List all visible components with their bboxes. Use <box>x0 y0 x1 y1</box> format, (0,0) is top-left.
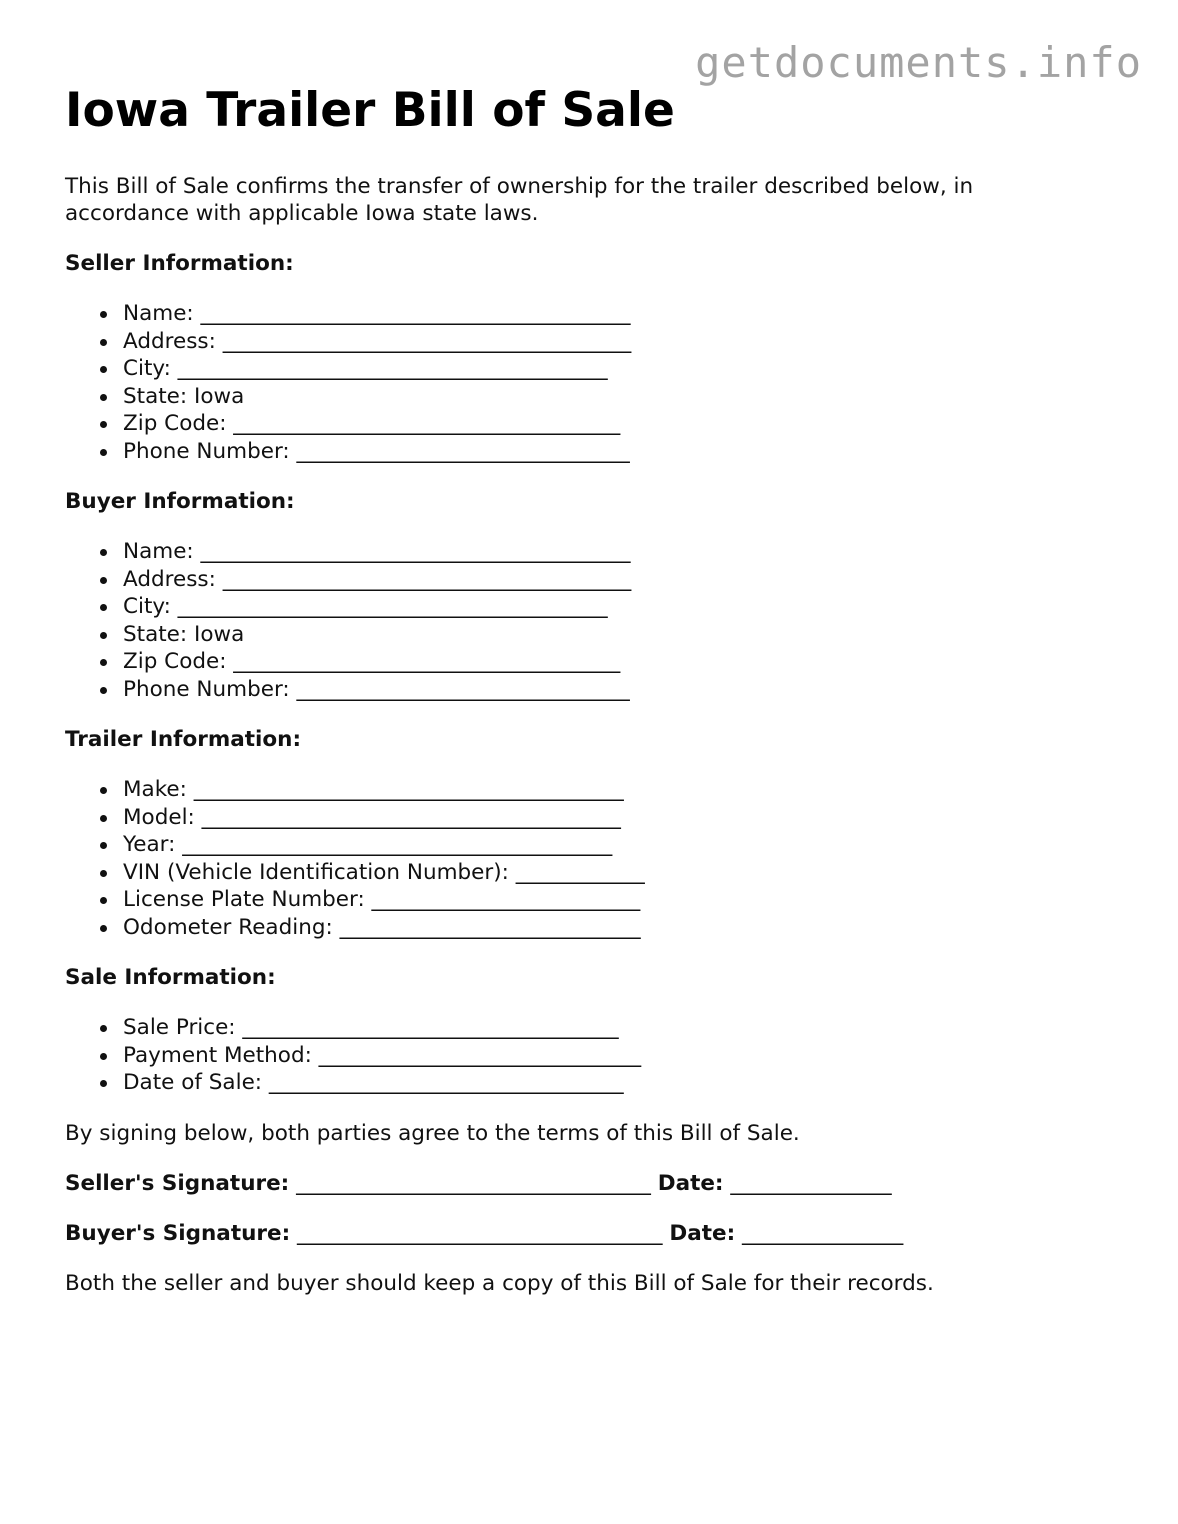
intro-paragraph <box>65 173 1125 227</box>
buyer-zip-field[interactable]: Zip Code: ____________________________________ <box>123 648 1125 676</box>
seller-heading: Seller Information: <box>65 251 294 276</box>
seller-state-field: State: Iowa <box>123 383 1125 411</box>
sale-price-field[interactable]: Sale Price: ___________________________________ <box>123 1014 1125 1042</box>
document-page <box>65 82 1125 1297</box>
intro-line-2: accordance with applicable Iowa state laws. <box>65 201 539 226</box>
seller-name-field[interactable]: Name: ________________________________________ <box>123 300 1125 328</box>
payment-method-field[interactable]: Payment Method: ______________________________ <box>123 1042 1125 1070</box>
trailer-vin-field[interactable]: VIN (Vehicle Identification Number): ____________ <box>123 859 1125 887</box>
seller-phone-field[interactable]: Phone Number: _______________________________ <box>123 438 1125 466</box>
trailer-odometer-field[interactable]: Odometer Reading: ____________________________ <box>123 914 1125 942</box>
buyer-fields <box>65 538 1125 703</box>
buyer-signature-row <box>65 1220 1125 1247</box>
buyer-signature-field[interactable]: __________________________________ <box>297 1220 663 1246</box>
trailer-model-field[interactable]: Model: _______________________________________ <box>123 804 1125 832</box>
seller-zip-field[interactable]: Zip Code: ____________________________________ <box>123 410 1125 438</box>
seller-signature-field[interactable]: _________________________________ <box>296 1170 651 1196</box>
seller-date-label: Date: <box>657 1170 724 1196</box>
buyer-name-field[interactable]: Name: ________________________________________ <box>123 538 1125 566</box>
sale-fields <box>65 1014 1125 1097</box>
buyer-date-label: Date: <box>669 1220 736 1246</box>
seller-date-field[interactable]: _______________ <box>730 1170 892 1196</box>
page-title: Iowa Trailer Bill of Sale <box>65 83 675 138</box>
seller-fields <box>65 300 1125 465</box>
seller-city-field[interactable]: City: ________________________________________ <box>123 355 1125 383</box>
watermark: getdocuments.info <box>695 38 1142 87</box>
seller-address-field[interactable]: Address: ______________________________________ <box>123 328 1125 356</box>
seller-signature-label: Seller's Signature: <box>65 1170 290 1196</box>
buyer-signature-label: Buyer's Signature: <box>65 1220 291 1246</box>
trailer-fields <box>65 776 1125 941</box>
agreement-text: By signing below, both parties agree to the terms of this Bill of Sale. <box>65 1120 800 1146</box>
trailer-year-field[interactable]: Year: ________________________________________ <box>123 831 1125 859</box>
closing-text: Both the seller and buyer should keep a copy of this Bill of Sale for their records. <box>65 1270 934 1296</box>
sale-heading: Sale Information: <box>65 965 276 990</box>
buyer-date-field[interactable]: _______________ <box>742 1220 904 1246</box>
trailer-plate-field[interactable]: License Plate Number: _________________________ <box>123 886 1125 914</box>
date-of-sale-field[interactable]: Date of Sale: _________________________________ <box>123 1069 1125 1097</box>
buyer-city-field[interactable]: City: ________________________________________ <box>123 593 1125 621</box>
trailer-heading: Trailer Information: <box>65 727 302 752</box>
buyer-heading: Buyer Information: <box>65 489 295 514</box>
seller-signature-row <box>65 1170 1125 1197</box>
buyer-address-field[interactable]: Address: ______________________________________ <box>123 566 1125 594</box>
trailer-make-field[interactable]: Make: ________________________________________ <box>123 776 1125 804</box>
intro-line-1: This Bill of Sale confirms the transfer of ownership for the trailer described below, in <box>65 174 974 199</box>
buyer-state-field: State: Iowa <box>123 621 1125 649</box>
buyer-phone-field[interactable]: Phone Number: _______________________________ <box>123 676 1125 704</box>
